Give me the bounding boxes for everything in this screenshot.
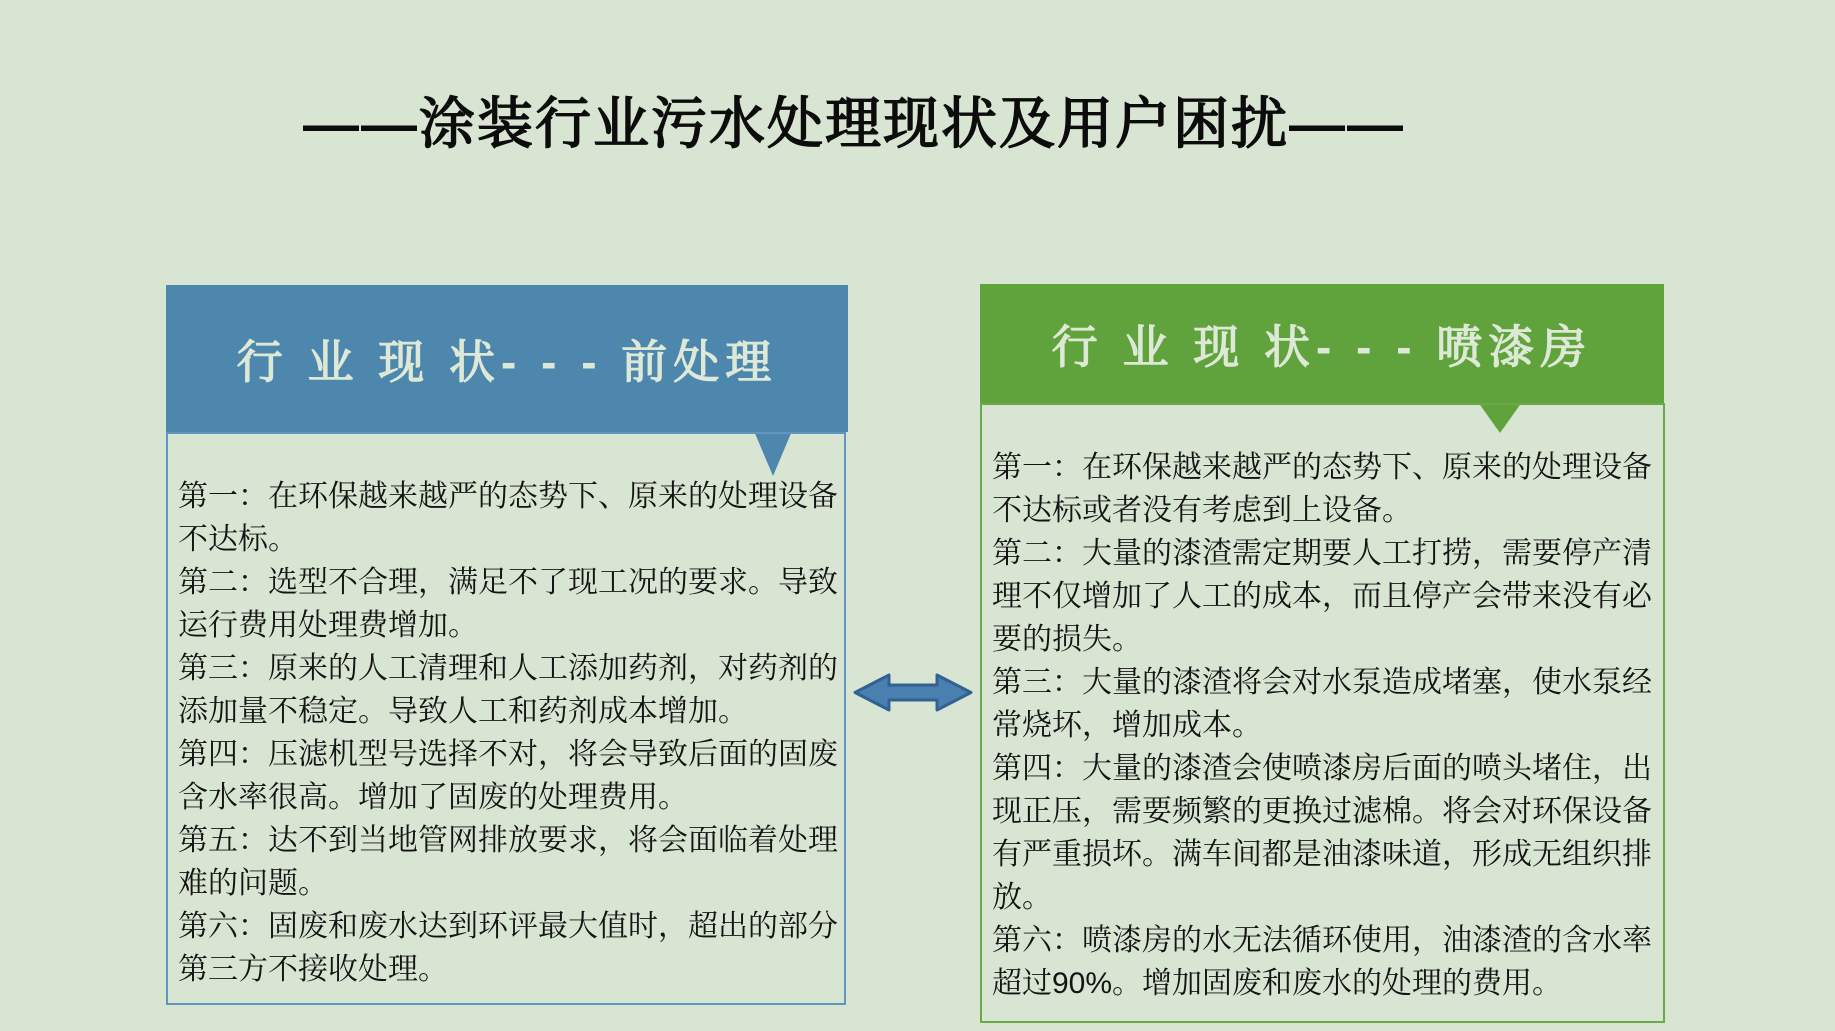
body-line: 常烧坏，增加成本。	[992, 709, 1262, 742]
body-line: 超过90%。增加固废和废水的处理的费用。	[992, 967, 1563, 1000]
body-line: 第二：大量的漆渣需定期要人工打捞，需要停产清	[992, 537, 1652, 570]
body-line: 有严重损坏。满车间都是油漆味道，形成无组织排	[992, 838, 1652, 871]
body-line: 理不仅增加了人工的成本，而且停产会带来没有必	[992, 580, 1652, 613]
body-line: 不达标。	[178, 523, 298, 556]
body-line: 第三：原来的人工清理和人工添加药剂，对药剂的	[178, 652, 838, 685]
body-line: 难的问题。	[178, 867, 328, 900]
body-line: 第五：达不到当地管网排放要求，将会面临着处理	[178, 824, 838, 857]
body-line: 第三：大量的漆渣将会对水泵造成堵塞，使水泵经	[992, 666, 1652, 699]
slide-title: ——涂装行业污水处理现状及用户困扰——	[303, 92, 1405, 155]
body-line: 第四：大量的漆渣会使喷漆房后面的喷头堵住，出	[992, 752, 1652, 785]
body-line: 放。	[992, 881, 1052, 914]
body-line: 第三方不接收处理。	[178, 953, 448, 986]
body-line: 第六：固废和废水达到环评最大值时，超出的部分	[178, 910, 838, 943]
body-line: 运行费用处理费增加。	[178, 609, 478, 642]
double-arrow-shape	[855, 675, 971, 710]
double-arrow-icon	[853, 673, 973, 712]
body-line: 要的损失。	[992, 623, 1142, 656]
right-panel-body	[980, 403, 1665, 1023]
body-line: 不达标或者没有考虑到上设备。	[992, 494, 1412, 527]
body-line: 第一：在环保越来越严的态势下、原来的处理设备	[178, 480, 838, 513]
right-panel-header: 行 业 现 状- - - 喷漆房	[980, 284, 1664, 403]
body-line: 添加量不稳定。导致人工和药剂成本增加。	[178, 695, 748, 728]
left-panel-body	[166, 432, 846, 1005]
body-line: 第一：在环保越来越严的态势下、原来的处理设备	[992, 451, 1652, 484]
left-panel-header: 行 业 现 状- - - 前处理	[166, 285, 848, 432]
body-line: 第六：喷漆房的水无法循环使用，油漆渣的含水率	[992, 924, 1652, 957]
body-line: 含水率很高。增加了固废的处理费用。	[178, 781, 688, 814]
body-line: 现正压，需要频繁的更换过滤棉。将会对环保设备	[992, 795, 1652, 828]
body-line: 第四：压滤机型号选择不对，将会导致后面的固废	[178, 738, 838, 771]
body-line: 第二：选型不合理，满足不了现工况的要求。导致	[178, 566, 838, 599]
